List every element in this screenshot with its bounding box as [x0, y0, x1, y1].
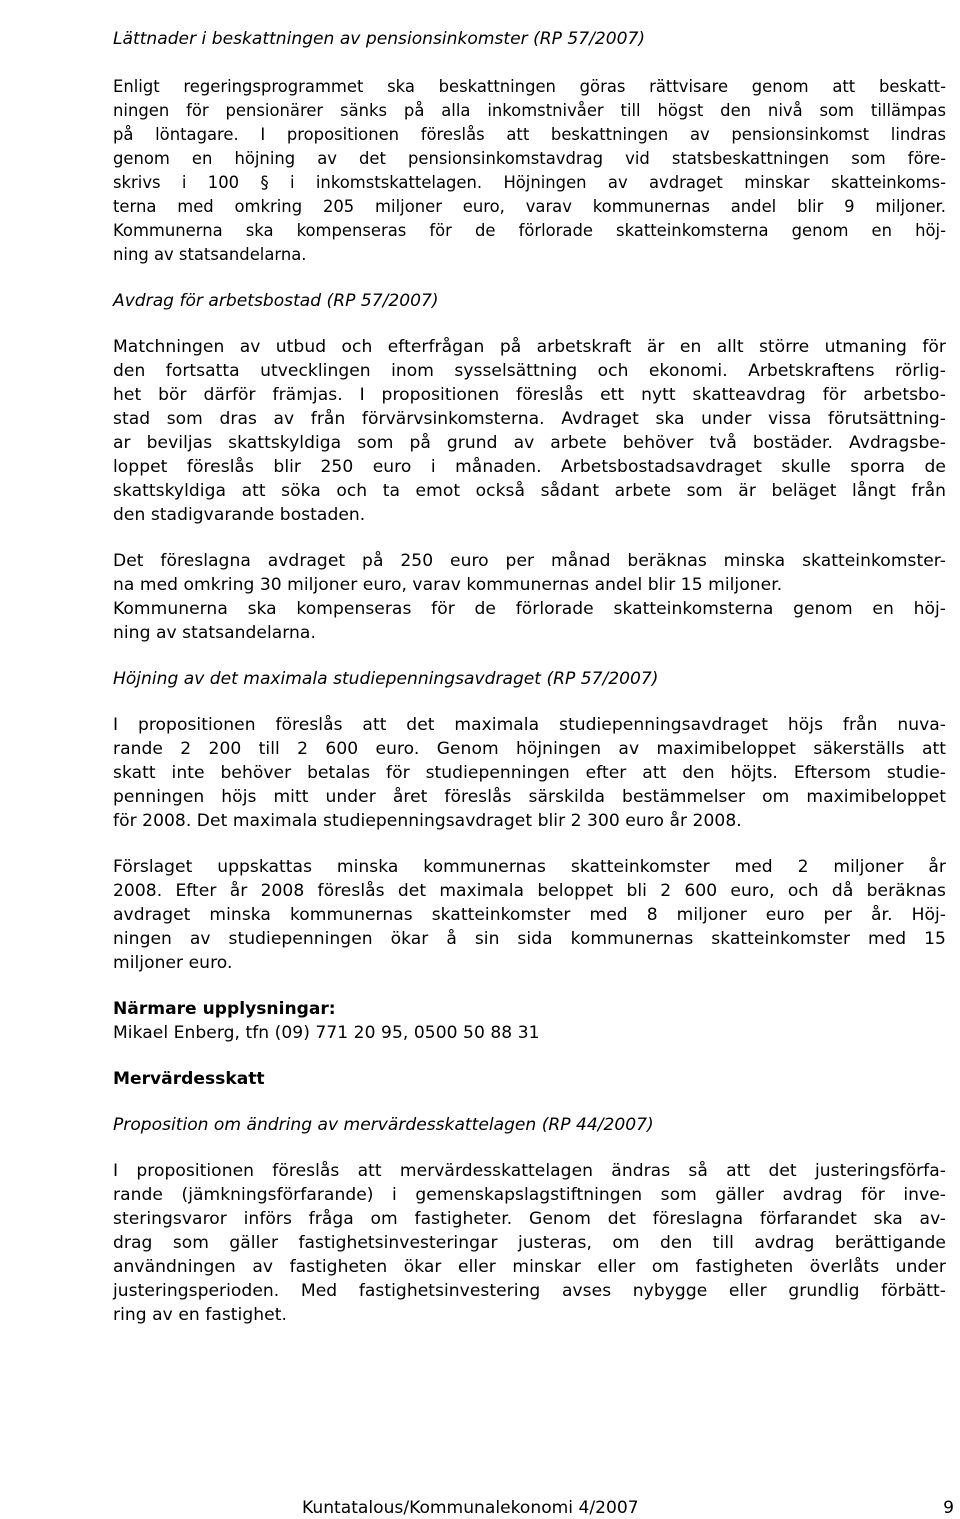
text-line: skattskyldiga att söka och ta emot också sådant arbete som är beläget långt från [113, 481, 946, 501]
paragraph-work-housing-1 [113, 335, 946, 527]
text-line: rande (jämkningsförfarande) i gemenskapslagstiftningen som gäller avdrag för inve- [113, 1185, 946, 1205]
footer-publication: Kuntatalous/Kommunalekonomi 4/2007 [302, 1498, 639, 1518]
text-line: den stadigvarande bostaden. [113, 505, 366, 525]
text-line: I propositionen föreslås att det maximala studiepenningsavdraget höjs från nuva- [113, 715, 946, 735]
text-line: Det föreslagna avdraget på 250 euro per månad beräknas minska skatteinkomster- [113, 551, 946, 571]
paragraph-pension [113, 75, 946, 267]
text-line: loppet föreslås blir 250 euro i månaden. Arbetsbostadsavdraget skulle sporra de [113, 457, 946, 477]
section-heading-work-housing: Avdrag för arbetsbostad (RP 57/2007) [113, 291, 439, 311]
paragraph-study-allowance-2 [113, 855, 946, 975]
text-line: avdraget minska kommunernas skatteinkomster med 8 miljoner euro per år. Höj- [113, 905, 946, 925]
vat-heading: Proposition om ändring av mervärdesskattelagen (RP 44/2007) [113, 1115, 654, 1135]
text-line: Förslaget uppskattas minska kommunernas skatteinkomster med 2 miljoner år [113, 857, 946, 877]
text-line: stad som dras av från förvärvsinkomsterna. Avdraget ska under vissa förutsättning- [113, 409, 946, 429]
paragraph-work-housing-2 [113, 549, 946, 645]
text-line: skrivs i 100 § i inkomstskattelagen. Höjningen av avdraget minskar skatteinkoms- [113, 173, 946, 192]
text-line: ring av en fastighet. [113, 1305, 287, 1325]
text-line: Enligt regeringsprogrammet ska beskattningen göras rättvisare genom att beskatt- [113, 77, 946, 96]
text-line: ningen för pensionärer sänks på alla inkomstnivåer till högst den nivå som tillämpas [113, 101, 946, 120]
text-line: 2008. Efter år 2008 föreslås det maximala beloppet bli 2 600 euro, och då beräknas [113, 881, 946, 901]
text-line: användningen av fastigheten ökar eller minskar eller om fastigheten överlåts under [113, 1257, 946, 1277]
text-line: Kommunerna ska kompenseras för de förlorade skatteinkomsterna genom en höj- [113, 599, 946, 619]
contact-text: Mikael Enberg, tfn (09) 771 20 95, 0500 50 88 31 [113, 1023, 540, 1043]
text-line: ning av statsandelarna. [113, 623, 316, 643]
text-line: ar beviljas skattskyldiga som på grund av arbete behöver två bostäder. Avdragsbe- [113, 433, 946, 453]
text-line: I propositionen föreslås att mervärdesskattelagen ändras så att det justeringsförfa- [113, 1161, 946, 1181]
document-page [113, 27, 946, 1327]
text-line: rande 2 200 till 2 600 euro. Genom höjningen av maximibeloppet säkerställs att [113, 739, 946, 759]
text-line: het bör därför främjas. I propositionen föreslås ett nytt skatteavdrag för arbetsbo- [113, 385, 946, 405]
text-line: den fortsatta utvecklingen inom sysselsättning och ekonomi. Arbetskraftens rörlig- [113, 361, 946, 381]
text-line: ning av statsandelarna. [113, 245, 307, 264]
text-line: penningen höjs mitt under året föreslås särskilda bestämmelser om maximibeloppet [113, 787, 946, 807]
section-heading-pension: Lättnader i beskattningen av pensionsinkomster (RP 57/2007) [113, 29, 646, 49]
text-line: miljoner euro. [113, 953, 233, 973]
text-line: för 2008. Det maximala studiepenningsavdraget blir 2 300 euro år 2008. [113, 811, 742, 831]
text-line: skatt inte behöver betalas för studiepenningen efter att den höjts. Eftersom studie- [113, 763, 946, 783]
text-line: på löntagare. I propositionen föreslås att beskattningen av pensionsinkomst lindras [113, 125, 946, 144]
text-line: genom en höjning av det pensionsinkomstavdrag vid statsbeskattningen som före- [113, 149, 946, 168]
text-line: drag som gäller fastighetsinvesteringar justeras, om den till avdrag berättigande [113, 1233, 946, 1253]
paragraph-vat [113, 1159, 946, 1327]
text-line: Matchningen av utbud och efterfrågan på arbetskraft är en allt större utmaning för [113, 337, 946, 357]
text-line: Kommunerna ska kompenseras för de förlorade skatteinkomsterna genom en höj- [113, 221, 946, 240]
text-line: terna med omkring 205 miljoner euro, varav kommunernas andel blir 9 miljoner. [113, 197, 946, 216]
footer-page-number: 9 [943, 1498, 954, 1518]
text-line: justeringsperioden. Med fastighetsinvestering avses nybygge eller grundlig förbätt- [113, 1281, 946, 1301]
paragraph-study-allowance-1 [113, 713, 946, 833]
vat-title: Mervärdesskatt [113, 1069, 265, 1089]
text-line: steringsvaror införs fråga om fastigheter. Genom det föreslagna förfarandet ska av- [113, 1209, 946, 1229]
text-line: ningen av studiepenningen ökar å sin sida kommunernas skatteinkomster med 15 [113, 929, 946, 949]
text-line: na med omkring 30 miljoner euro, varav kommunernas andel blir 15 miljoner. [113, 575, 783, 595]
section-heading-study-allowance: Höjning av det maximala studiepenningsavdraget (RP 57/2007) [113, 669, 659, 689]
contact-label: Närmare upplysningar: [113, 999, 336, 1019]
